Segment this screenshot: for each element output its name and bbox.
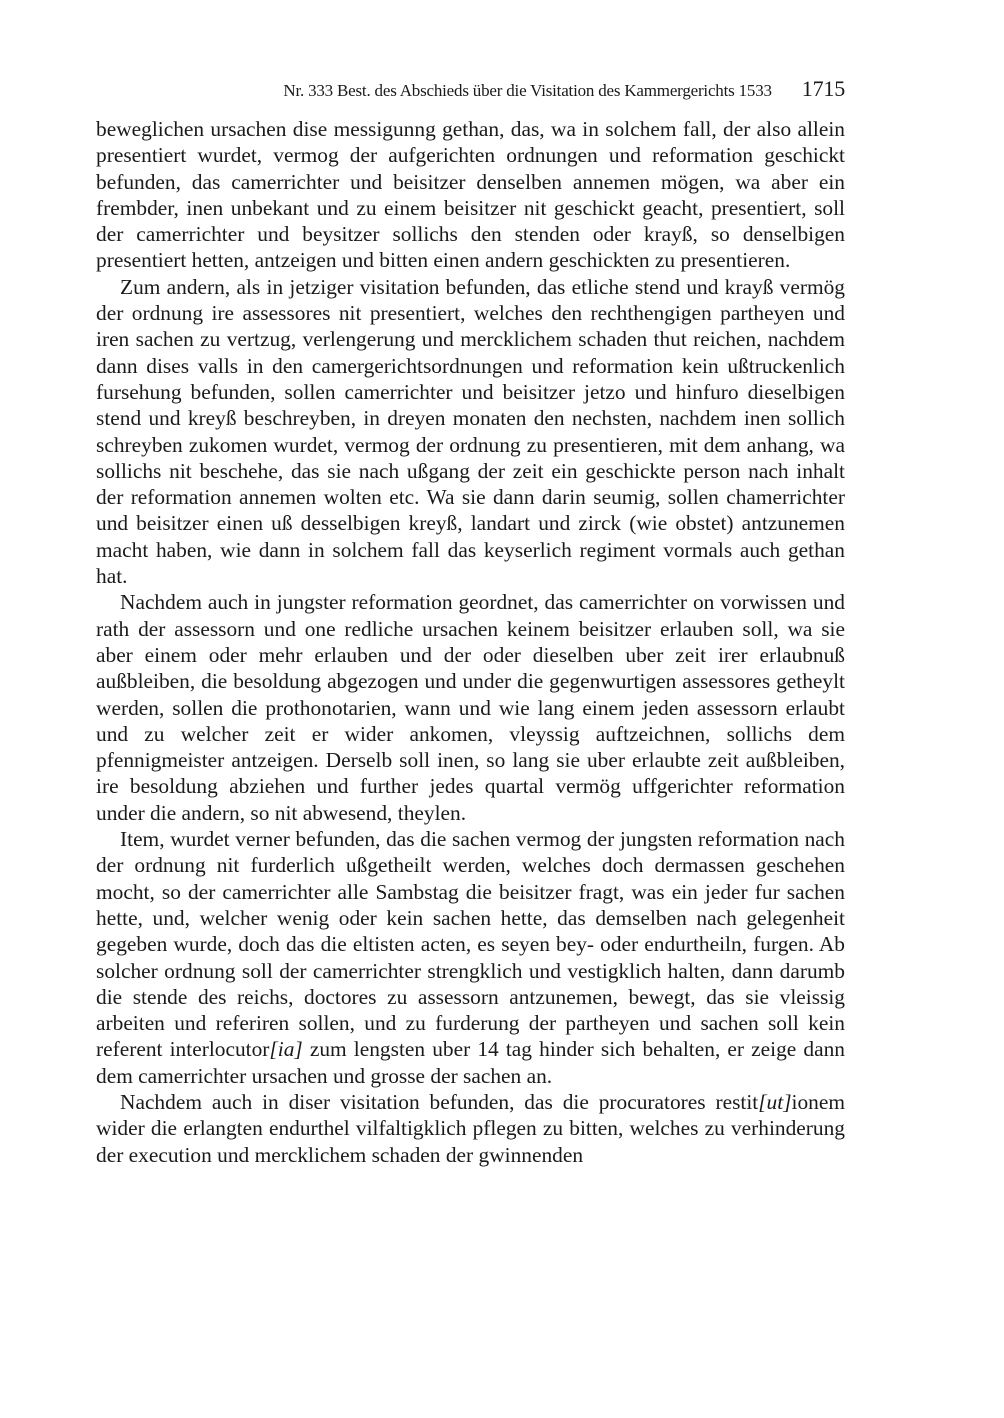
paragraph-1: beweglichen ursachen dise messigunng gethan, das, wa in solchem fall, der also allein presentiert wurdet, vermog der aufgerichten ordnungen und reformation geschickt befunden, das camerrichter und beisitzer denselben annemen mögen, wa aber ein frembder, inen unbekant und zu einem beisitzer nit geschickt geacht, presentiert, soll der camerrichter und beysitzer sollichs den stenden oder krayß, so denselbigen presentiert hetten, antzeigen und bitten einen andern geschickten zu presentieren.	[96, 117, 845, 273]
paragraph-5	[96, 1089, 845, 1168]
paragraph-4-text-b: zum lengsten uber 14 tag hinder sich behalten, er zeige dann dem camerrichter ursachen und grosse der sachen an.	[96, 1037, 845, 1088]
paragraph-3: Nachdem auch in jungster reformation geordnet, das camerrichter on vorwissen und rath der assessorn und one redliche ursachen keinem beisitzer erlauben soll, wa sie aber einem oder mehr erlauben und der oder dieselben uber zeit irer erlaubnuß außbleiben, die besoldung abgezogen und under die gegenwurtigen assessores getheylt werden, sollen die prothonotarien, wann und wie lang einem jeden assessorn erlaubt und zu welcher zeit er wider ankomen, vleyssig auftzeichnen, sollichs dem pfennigmeister antzeigen. Derselb soll inen, so lang sie uber erlaubte zeit außbleiben, ire besoldung abziehen und further jedes quartal vermög uffgerichter reformation under die andern, so nit abwesend, theylen.	[96, 590, 845, 825]
body-text	[96, 116, 845, 1168]
paragraph-4-text-a: Item, wurdet verner befunden, das die sachen vermog der jungsten reformation nach der ordnung nit furderlich ußgetheilt werden, welches doch dermassen geschehen mocht, so der camerrichter alle Sambstag die beisitzer fragt, was ein jeder fur sachen hette, und, welcher wenig oder kein sachen hette, das demselben nach gelegenheit gegeben wurde, doch das die eltisten acten, es seyen bey- oder endurtheiln, furgen. Ab solcher ordnung soll der camerrichter strengklich und vestigklich halten, dann darumb die stende des reichs, doctores zu assessorn antzunemen, bewegt, das sie vleissig arbeiten und referiren sollen, und zu furderung der partheyen und sachen soll kein referent interlocutor	[96, 827, 845, 1062]
paragraph-2: Zum andern, als in jetziger visitation befunden, das etliche stend und krayß vermög der ordnung ire assessores nit presentiert, welches den rechthengigen partheyen und iren sachen zu vertzug, verlengerung und mercklichem schaden thut reichen, nachdem dann dises valls in den camergerichtsordnungen und reformation kein ußtruckenlich fursehung befunden, sollen camerrichter und beisitzer jetzo und hinfuro dieselbigen stend und kreyß beschreyben, in dreyen monaten den nechsten, nachdem inen sollich schreyben zukomen wurdet, vermog der ordnung zu presentieren, mit dem anhang, wa sollichs nit beschehe, das sie nach ußgang der zeit ein geschickte person nach inhalt der reformation annemen wolten etc. Wa sie dann darin seumig, sollen chamerrichter und beisitzer einen uß desselbigen kreyß, landart und zirck (wie obstet) antzunemen macht haben, wie dann in solchem fall das keyserlich regiment vormals auch gethan hat.	[96, 274, 845, 589]
paragraph-5-text-a: Nachdem auch in diser visitation befunden, das die procuratores restit	[120, 1089, 759, 1114]
running-head-title: Nr. 333 Best. des Abschieds über die Visitation des Kammergerichts 1533	[283, 81, 772, 100]
paragraph-5-text-b: ionem wider die erlangten endurthel vilfaltigklich pflegen zu bitten, welches zu verhinderung der execution und mercklichem schaden der gwinnenden	[96, 1089, 845, 1167]
running-head	[96, 76, 845, 108]
editorial-insertion-ia: [ia]	[269, 1037, 303, 1062]
editorial-insertion-ut: [ut]	[758, 1089, 792, 1114]
paragraph-4	[96, 826, 845, 1089]
page-number: 1715	[801, 76, 845, 101]
document-page	[96, 76, 845, 1168]
